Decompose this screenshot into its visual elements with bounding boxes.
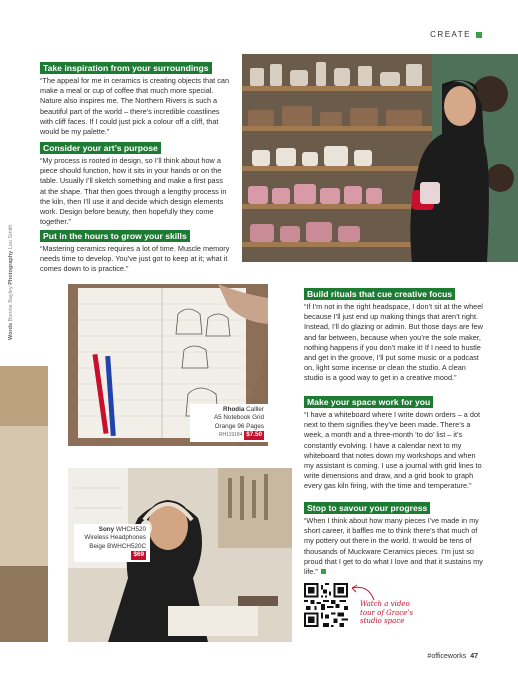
curved-arrow-icon: [348, 582, 376, 602]
page-footer: [427, 653, 478, 660]
product-desc: A5 Notebook Grid: [213, 414, 264, 422]
qr-caption-line: tour of Grace’s: [360, 608, 414, 617]
product-desc: Orange 96 Pages: [214, 422, 264, 430]
studio-shelves-illustration: [242, 54, 518, 262]
qr-code-icon[interactable]: [304, 583, 348, 627]
section-label: [430, 30, 482, 39]
section-purpose: [40, 138, 230, 227]
product-brand: Sony: [98, 526, 115, 533]
product-desc: Beige: [89, 542, 106, 550]
product-brand: Rhodia: [223, 406, 245, 413]
section-body-text: “When I think about how many pieces I’ve made in my short career, it baffles me to think there’s that much of my pottery out there in the world. It would be tens of thousands of Muckware Ceramics pieces. I’m just so proud that I get to do what I love and that it sustains my life.”: [304, 516, 483, 577]
page-number: 47: [470, 653, 478, 660]
product-caption-sony: [74, 524, 150, 562]
product-desc: Wireless Headphones: [84, 534, 146, 542]
section-progress: [304, 498, 484, 577]
section-heading: Put in the hours to grow your skills: [40, 230, 190, 242]
section-body: [304, 516, 484, 577]
product-name: Calller: [246, 406, 264, 413]
section-label-text: CREATE: [430, 30, 471, 39]
section-heading: Stop to savour your progress: [304, 502, 430, 514]
product-price: $7.50: [246, 431, 262, 439]
section-body: “The appeal for me in ceramics is creating objects that can make a meal or cup of coffee that much more special. Nature also inspires me. The Northern Rivers is such a beautiful part of the world – there’s incredible coastlines with cliff faces. If I could just pick a colour off a cliff, that would be my palette.”: [40, 76, 229, 137]
section-hours: [40, 226, 230, 275]
edge-photo: [0, 366, 48, 642]
section-heading: Consider your art’s purpose: [40, 142, 161, 154]
footer-tag: #officeworks: [427, 653, 467, 660]
product-code: BWHCH520C: [107, 542, 146, 550]
section-space: [304, 392, 484, 492]
product-caption-rhodia: [190, 404, 268, 442]
section-heading: Build rituals that cue creative focus: [304, 288, 455, 300]
studio-shelves-photo: [242, 54, 518, 262]
section-rituals: [304, 284, 484, 384]
edge-illustration: [0, 366, 48, 642]
product-code: RH119184: [218, 432, 243, 439]
product-name: WHCH520: [115, 526, 146, 533]
end-square-icon: [321, 569, 326, 574]
qr-caption: [360, 600, 413, 626]
qr-caption-line: Watch a video: [360, 600, 410, 608]
section-heading: Take inspiration from your surroundings: [40, 62, 212, 74]
photography-name: Lou Smith: [8, 224, 14, 250]
product-price: $69: [133, 551, 144, 559]
photography-label: Photography: [8, 250, 14, 285]
words-label: Words: [8, 322, 14, 340]
qr-caption-line: studio space: [360, 617, 405, 625]
words-name: Bonnie Bayley: [8, 286, 14, 322]
green-square-icon: [476, 32, 482, 38]
section-body: “Mastering ceramics requires a lot of time. Muscle memory needs time to develop. You’ve just got to keep at it; what it comes down to is practice.”: [40, 244, 230, 274]
photo-credits: [8, 225, 14, 340]
section-inspiration: [40, 58, 230, 137]
section-body: “If I’m not in the right headspace, I don’t sit at the wheel because I’ll just end up making things that aren’t right. Instead, I’ll do glazing or admin. But those days are few and far between, because when you’re the sole maker, nothing happens if you don’t make it! If I need to hustle and get in the groove, I’ll put some music or a podcast on, light some incense or clean the studio. A clean studio is a good way to get in a creative mood.”: [304, 302, 483, 383]
section-body: “I have a whiteboard where I write down orders – a dot next to them signifies they’ve been made. There’s a week, a month and a three-month ‘to do’ list – it’s constantly evolving. I have a calendar next to my whiteboard that notes down my workshops and when my assistant is coming. I use a journal with grid lines to write dimensions and draw, and a grid book to graph every gas kiln firing, with the time and temperature.”: [304, 410, 482, 491]
section-heading: Make your space work for you: [304, 396, 433, 408]
section-body: “My process is rooted in design, so I’ll think about how a piece should function, how it sits in your hands or on the table. Usually I’ll sketch something and make a first pass at the shape. That then goes through a lengthy process in the kiln, then I’ll use it and decide which design elements work. Design before beauty, then hopefully they come together.”: [40, 156, 227, 227]
